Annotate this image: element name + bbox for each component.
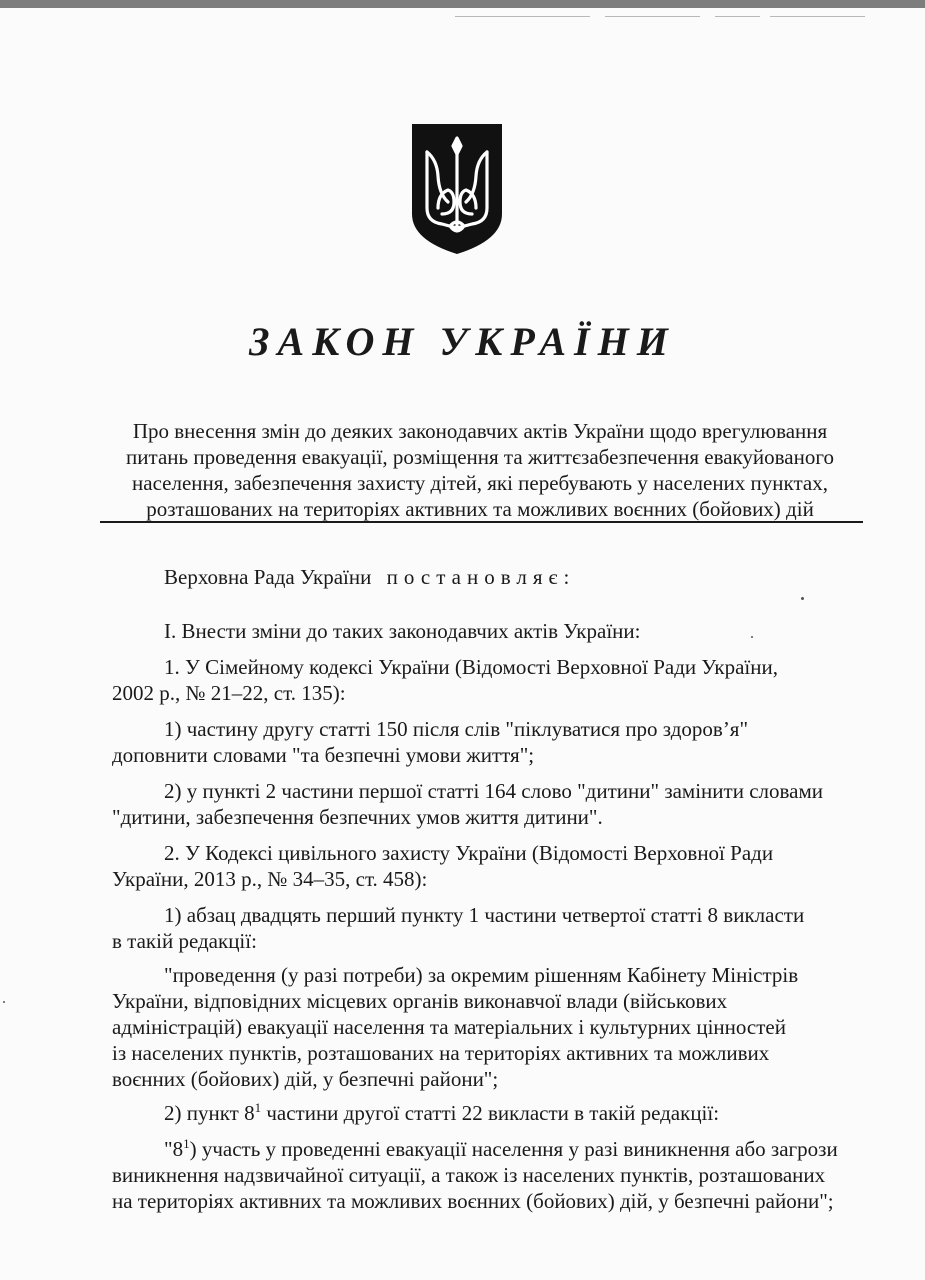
preamble-verb: постановляє: bbox=[386, 565, 576, 589]
law-title: ЗАКОН УКРАЇНИ bbox=[249, 319, 676, 364]
item-2-2-prefix: 2) пункт 8 bbox=[164, 1101, 255, 1125]
scan-speck bbox=[801, 597, 804, 600]
item-1-2-line: "дитини, забезпечення безпечних умов життя дитини". bbox=[112, 805, 603, 829]
item-1-1-line: 1) частину другу статті 150 після слів "піклуватися про здоров’я" bbox=[164, 717, 749, 741]
item-2-line: 2. У Кодексі цивільного захисту України (Відомості Верховної Ради bbox=[164, 841, 774, 865]
quote-2-prefix: "8 bbox=[164, 1137, 184, 1161]
item-1-2-line: 2) у пункті 2 частини першої статті 164 слово "дитини" замінити словами bbox=[164, 779, 823, 803]
preamble bbox=[112, 564, 888, 590]
quote-1 bbox=[112, 962, 888, 1092]
item-1-1-line: доповнити словами "та безпечні умови життя"; bbox=[112, 743, 535, 767]
quote-1-line: адміністрацій) евакуації населення та матеріальних і культурних цінностей bbox=[112, 1015, 786, 1039]
item-2-2-sup: 1 bbox=[254, 1100, 262, 1115]
scan-speck bbox=[3, 1001, 5, 1003]
scan-top-border bbox=[0, 0, 925, 8]
item-1-line: 1. У Сімейному кодексі України (Відомості Верховної Ради України, bbox=[164, 655, 778, 679]
item-2-1-line: в такій редакції: bbox=[112, 929, 257, 953]
quote-1-line: із населених пунктів, розташованих на територіях активних та можливих bbox=[112, 1041, 770, 1065]
item-2 bbox=[112, 840, 888, 892]
item-1-1 bbox=[112, 716, 888, 768]
subtitle-line: розташованих на територіях активних та можливих воєнних (бойових) дій bbox=[146, 497, 814, 521]
section-1-text: I. Внести зміни до таких законодавчих актів України: bbox=[164, 619, 641, 643]
item-1-2 bbox=[112, 778, 888, 830]
subtitle-line: питань проведення евакуації, розміщення та життєзабезпечення евакуйованого bbox=[126, 445, 834, 469]
title-divider bbox=[100, 521, 863, 523]
item-1 bbox=[112, 654, 888, 706]
quote-2-line: на територіях активних та можливих воєнних (бойових) дій, у безпечні райони"; bbox=[112, 1189, 834, 1213]
item-2-2-suffix: частини другої статті 22 викласти в такій редакції: bbox=[261, 1101, 720, 1125]
quote-2-first: ) участь у проведенні евакуації населення у разі виникнення або загрози bbox=[189, 1137, 838, 1161]
item-1-line: 2002 р., № 21–22, ст. 135): bbox=[112, 681, 346, 705]
quote-1-line: воєнних (бойових) дій, у безпечні райони"; bbox=[112, 1067, 499, 1091]
scan-artifact-line bbox=[455, 16, 590, 17]
quote-1-line: "проведення (у разі потреби) за окремим рішенням Кабінету Міністрів bbox=[164, 963, 799, 987]
preamble-subject: Верховна Рада України bbox=[164, 565, 372, 589]
scan-artifact-line bbox=[715, 16, 760, 17]
quote-2-line: виникнення надзвичайної ситуації, а також із населених пунктів, розташованих bbox=[112, 1163, 826, 1187]
subtitle-line: Про внесення змін до деяких законодавчих актів України щодо врегулювання bbox=[132, 419, 828, 443]
item-2-1 bbox=[112, 902, 888, 954]
item-2-line: України, 2013 р., № 34–35, ст. 458): bbox=[112, 867, 428, 891]
quote-1-line: України, відповідних місцевих органів виконавчої влади (військових bbox=[112, 989, 728, 1013]
section-heading bbox=[112, 618, 888, 644]
scan-artifact-line bbox=[770, 16, 865, 17]
law-subtitle bbox=[100, 418, 860, 522]
ukraine-trident-icon bbox=[410, 122, 504, 256]
scan-artifact-line bbox=[605, 16, 700, 17]
item-2-2 bbox=[112, 1100, 888, 1126]
item-2-1-line: 1) абзац двадцять перший пункту 1 частини четвертої статті 8 викласти bbox=[164, 903, 805, 927]
subtitle-line: населення, забезпечення захисту дітей, які перебувають у населених пунктах, bbox=[132, 471, 828, 495]
quote-2 bbox=[112, 1136, 888, 1214]
scan-speck bbox=[751, 636, 753, 638]
quote-2-sup: 1 bbox=[183, 1136, 190, 1151]
